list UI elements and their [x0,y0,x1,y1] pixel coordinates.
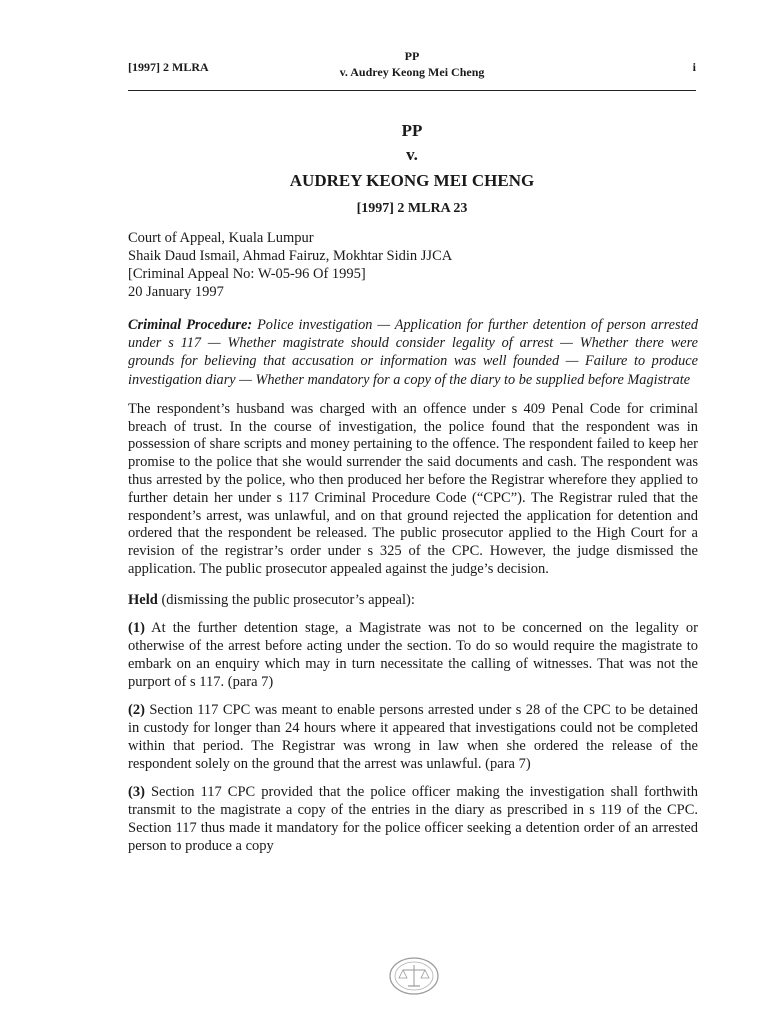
appeal-number: [Criminal Appeal No: W-05-96 Of 1995] [128,266,366,282]
case-title [128,118,696,222]
case-title-versus: v. [406,145,418,164]
holding-text: Section 117 CPC was meant to enable persons arrested under s 28 of the CPC to be detained in custody for longer than 24 hours where it appeared that investigations could not be completed within that period. The Registrar was wrong in law when she ordered the release of the respondent solely on the ground that the arrest was unlawful. (para 7) [128,701,698,772]
holding-number: (3) [128,783,145,800]
header-case-line1: PP [404,49,420,63]
decision-date: 20 January 1997 [128,284,224,300]
holding-number: (1) [128,619,145,636]
held-text: (dismissing the public prosecutor’s appeal): [157,591,415,608]
header-rule [128,90,696,91]
holding-2 [128,701,698,773]
judges: Shaik Daud Ismail, Ahmad Fairuz, Mokhtar Sidin JJCA [128,248,453,264]
header-case-name [128,48,696,80]
holding-3 [128,783,698,855]
facts-paragraph: The respondent’s husband was charged with an offence under s 409 Penal Code for criminal breach of trust. In the course of investigation, the police found that the respondent was in possession of share scripts and money pertaining to the offence. The respondent failed to keep her promise to the police that she would surrender the said documents and cash. The respondent was thus arrested by the police, who then produced her before the Registrar wherefore they applied to further detain her under s 117 Criminal Procedure Code (“CPC”). The Registrar ruled that the respondent’s arrest, was unlawful, and on that ground rejected the application for detention and ordered that the respondent be released. The public prosecutor applied to the High Court for a revision of the registrar’s order under s 325 of the CPC. However, the judge dismissed the application. The public prosecutor appealed against the judge’s decision. [128,400,698,577]
held-heading [128,591,698,609]
case-metadata [128,229,698,301]
case-citation: [1997] 2 MLRA 23 [356,201,468,216]
case-title-party1: PP [401,121,423,140]
catchwords-text: Police investigation — Application for further detention of person arrested under s 117 — Whether magistrate should consider legality of arrest — Whether there were grounds for believing that accusation or information was well founded — Failure to produce investigation diary — Whether mandatory for a copy of the diary to be supplied before Magistrate [128,317,698,388]
holding-1 [128,619,698,691]
holding-text: At the further detention stage, a Magistrate was not to be concerned on the legality or otherwise of the arrest before acting under the section. To do so would require the magistrate to embark on an enquiry which may in turn necessitate the calling of witnesses. That was not the purport of s 117. (para 7) [128,619,698,690]
catchwords-heading: Criminal Procedure: [128,317,253,333]
publisher-seal-icon [388,956,440,996]
page-number: i [692,60,696,74]
holding-number: (2) [128,701,145,718]
held-label: Held [128,591,158,608]
court-name: Court of Appeal, Kuala Lumpur [128,230,314,246]
document-body [128,229,698,855]
header-citation: [1997] 2 MLRA [128,60,209,74]
header-case-line2: v. Audrey Keong Mei Cheng [339,65,485,79]
running-header [128,48,696,84]
case-title-party2: AUDREY KEONG MEI CHENG [289,171,535,190]
holding-text: Section 117 CPC provided that the police officer making the investigation shall forthwith transmit to the magistrate a copy of the entries in the diary as prescribed in s 119 of the CPC. Section 117 thus made it mandatory for the police officer seeking a detention order of an arrested person to produce a copy [128,783,698,854]
catchwords [128,316,698,389]
